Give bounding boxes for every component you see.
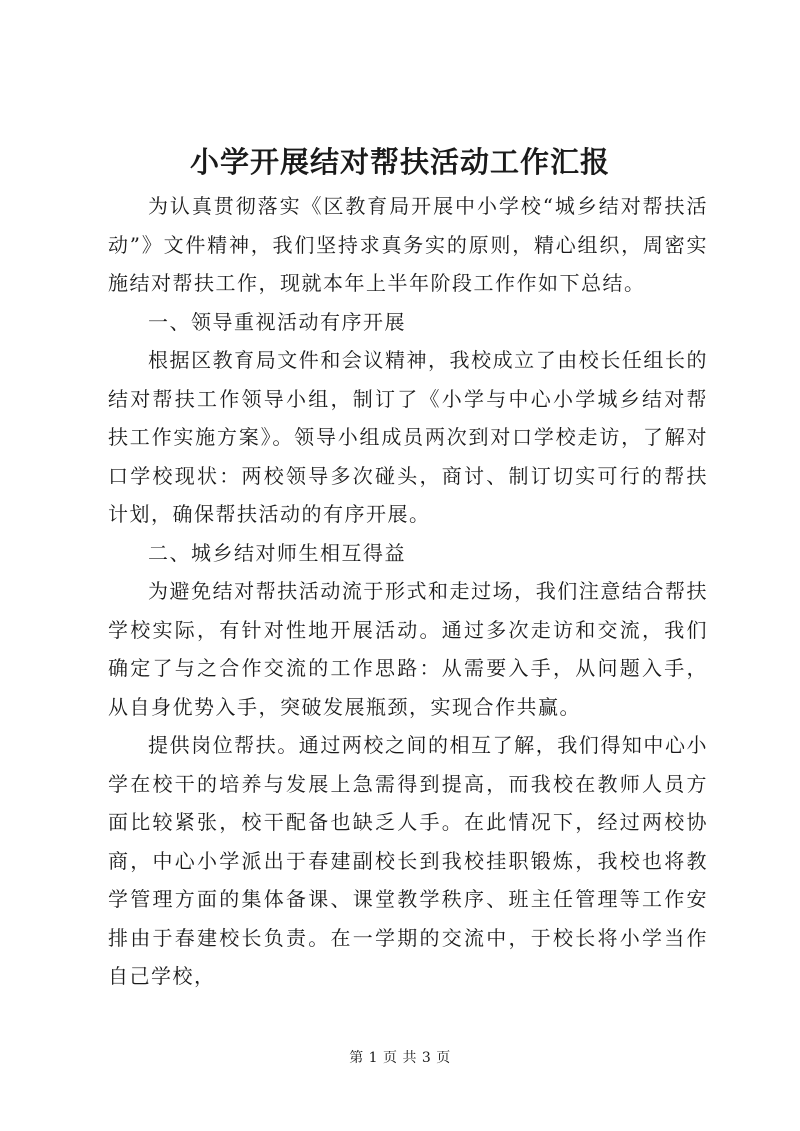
paragraph-section-2: 为避免结对帮扶活动流于形式和走过场，我们注意结合帮扶学校实际，有针对性地开展活动。通过多次走访和交流，我们确定了与之合作交流的工作思路：从需要入手，从问题入手，从自身优势入手，突破发展瓶颈，实现合作共赢。 [108,579,708,719]
document-title: 小学开展结对帮扶活动工作汇报 [189,145,610,179]
paragraph-intro: 为认真贯彻落实《区教育局开展中小学校“城乡结对帮扶活动”》文件精神，我们坚持求真务实的原则，精心组织，周密实施结对帮扶工作，现就本年上半年阶段工作作如下总结。 [108,194,708,295]
section-heading-1: 一、领导重视活动有序开展 [148,309,406,334]
document-body [108,187,708,996]
page-number-footer: 第 1 页 共 3 页 [349,1050,451,1066]
paragraph-section-1: 根据区教育局文件和会议精神，我校成立了由校长任组长的结对帮扶工作领导小组，制订了《小学与中心小学城乡结对帮扶工作实施方案》。领导小组成员两次到对口学校走访，了解对口学校现状：两校领导多次碰头，商讨、制订切实可行的帮扶计划，确保帮扶活动的有序开展。 [108,348,708,526]
paragraph-position-support: 提供岗位帮扶。通过两校之间的相互了解，我们得知中心小学在校干的培养与发展上急需得到提高，而我校在教师人员方面比较紧张，校干配备也缺乏人手。在此情况下，经过两校协商，中心小学派出于春建副校长到我校挂职锻炼，我校也将教学管理方面的集体备课、课堂教学秩序、班主任管理等工作安排由于春建校长负责。在一学期的交流中，于校长将小学当作自己学校， [108,733,708,988]
section-heading-2: 二、城乡结对师生相互得益 [148,540,406,565]
